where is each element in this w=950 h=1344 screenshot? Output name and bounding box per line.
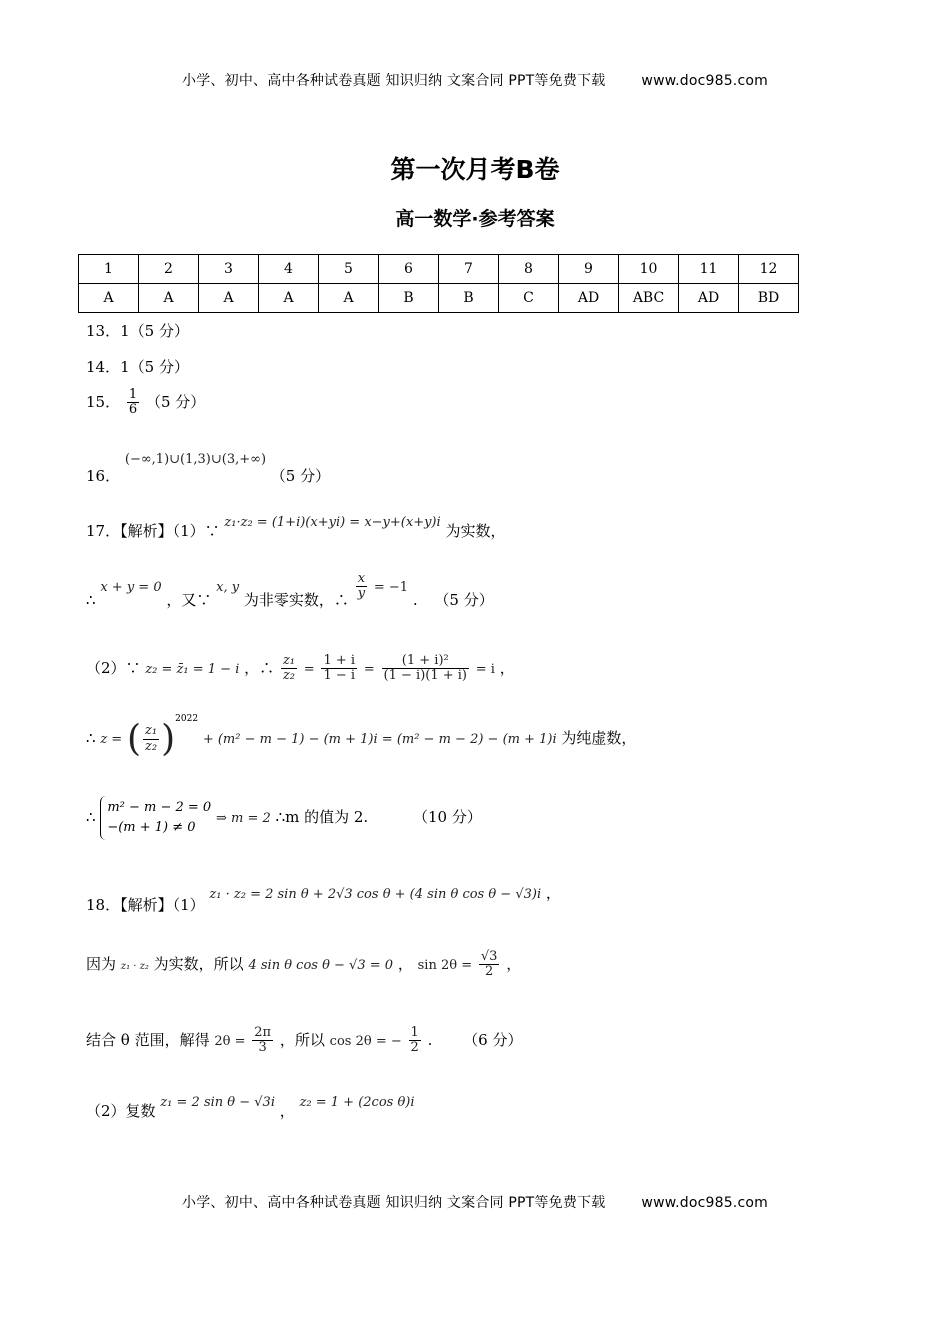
- system-equation-2: −(m + 1) ≠ 0: [107, 820, 196, 836]
- page-footer: [0, 1192, 950, 1212]
- q18-text: ，所以: [279, 1030, 325, 1049]
- answer-14: 14．1（5 分）: [86, 358, 189, 376]
- question-number: 10: [619, 255, 679, 284]
- question-number: 8: [499, 255, 559, 284]
- answer-15: [86, 388, 205, 418]
- fraction-numerator: (1 + i)²: [382, 654, 469, 669]
- answer-16-score: （5 分）: [270, 467, 331, 485]
- q17-xy: x, y: [216, 579, 240, 595]
- answer-cell: A: [199, 284, 259, 313]
- fraction-numerator: 2π: [254, 1025, 272, 1040]
- system-equation-1: m² − m − 2 = 0: [107, 800, 212, 815]
- comma: ，: [397, 954, 413, 973]
- answer-13: 13．1（5 分）: [86, 322, 189, 340]
- page-header: [0, 70, 950, 90]
- question-number: 11: [679, 255, 739, 284]
- q18-cos-2theta: cos 2θ = −: [329, 1033, 402, 1049]
- q18-z2: z₂ = 1 + (2cos θ)i: [299, 1095, 415, 1110]
- q18-sin-fraction: [479, 950, 500, 980]
- comma: ，: [279, 1102, 295, 1120]
- answer-cell: A: [139, 284, 199, 313]
- question-number: 5: [319, 255, 379, 284]
- question-number: 9: [559, 255, 619, 284]
- q17-system: [100, 796, 211, 840]
- q17-period: .: [412, 590, 418, 609]
- fraction-numerator: 1: [410, 1025, 419, 1040]
- fraction-denominator: 1 − i: [323, 668, 356, 684]
- therefore-symbol: ∴: [86, 808, 96, 827]
- equals-sign: =: [363, 661, 375, 677]
- answer-16-expression: (−∞,1)∪(1,3)∪(3,+∞): [124, 452, 267, 467]
- fraction-denominator: 3: [258, 1040, 267, 1056]
- header-text: 小学、初中、高中各种试卷真题 知识归纳 文案合同 PPT等免费下载: [182, 73, 606, 89]
- q17-text: ，∴: [244, 658, 275, 677]
- q17-text: ，又∵: [166, 590, 212, 609]
- q17-line-3: [86, 654, 515, 684]
- answer-table: [78, 254, 799, 313]
- comma: ，: [545, 884, 561, 902]
- q17-conclusion: ∴m 的值为 2.: [275, 808, 369, 827]
- answer-cell: B: [439, 284, 499, 313]
- q17-line-2: [86, 572, 494, 610]
- q17-sum-zero: x + y = 0: [100, 579, 162, 595]
- q17-ratio-rationalize: [382, 654, 469, 684]
- therefore-symbol: ∴: [86, 729, 96, 747]
- q17-ratio-expand: [321, 654, 357, 684]
- question-number: 1: [79, 255, 139, 284]
- fraction-denominator: 6: [128, 402, 138, 418]
- q17-xy-fraction: [356, 572, 367, 602]
- fraction-denominator: 2: [410, 1040, 419, 1056]
- q18-angle-fraction: [252, 1026, 273, 1056]
- q17-z-equals: z =: [100, 732, 123, 747]
- q18-text: 结合 θ 范围，解得: [86, 1030, 210, 1049]
- fraction-denominator: (1 − i)(1 + i): [383, 668, 467, 684]
- q18-line-1: [86, 882, 561, 915]
- answer-cell: A: [259, 284, 319, 313]
- question-number: 12: [739, 255, 799, 284]
- q17-product-expression: z₁·z₂ = (1+i)(x+yi) = x−y+(x+y)i: [224, 515, 441, 530]
- fraction-numerator: 1: [128, 387, 138, 402]
- fraction-numerator: 1 + i: [323, 653, 356, 668]
- q18-product: z₁ · z₂: [120, 960, 149, 972]
- q18-line-2: [86, 950, 521, 980]
- answer-15-number: 15．: [86, 392, 121, 411]
- q17-implies: ⇒ m = 2: [216, 811, 271, 827]
- answer-15-fraction: [127, 388, 139, 418]
- question-number: 7: [439, 255, 499, 284]
- answer-15-score: （5 分）: [145, 392, 206, 411]
- question-number: 3: [199, 255, 259, 284]
- therefore-symbol: ∴: [86, 590, 96, 609]
- q17-line-5: [86, 796, 482, 840]
- q18-2theta: 2θ =: [214, 1033, 246, 1049]
- fraction-denominator: 2: [485, 964, 494, 980]
- fraction-numerator: z₁: [145, 723, 158, 739]
- question-number: 6: [379, 255, 439, 284]
- question-number: 4: [259, 255, 319, 284]
- answer-cell: A: [319, 284, 379, 313]
- q17-pure-imaginary: 为纯虚数，: [561, 729, 637, 747]
- answer-cell: C: [499, 284, 559, 313]
- fraction-denominator: y: [357, 586, 366, 602]
- fraction-numerator: x: [356, 572, 367, 587]
- page-title: 第一次月考B卷: [390, 155, 560, 184]
- q18-z1: z₁ = 2 sin θ − √3i: [160, 1095, 275, 1110]
- q17-line-4: [86, 714, 636, 760]
- right-paren-icon: ): [161, 718, 176, 760]
- footer-site-link[interactable]: www.doc985.com: [641, 1195, 768, 1211]
- answer-table-answer-row: [79, 284, 799, 313]
- question-number: 2: [139, 255, 199, 284]
- q18-score-1: （6 分）: [463, 1030, 523, 1049]
- q18-part-2: （2）复数: [86, 1102, 156, 1120]
- fraction-numerator: √3: [480, 949, 498, 964]
- header-site-link[interactable]: www.doc985.com: [641, 73, 768, 89]
- q17-score-1: （5 分）: [434, 590, 494, 609]
- answer-cell: A: [79, 284, 139, 313]
- comma: ，: [506, 954, 522, 973]
- page-subtitle: 高一数学·参考答案: [395, 208, 555, 230]
- period: .: [427, 1030, 433, 1049]
- q18-line-3: [86, 1026, 522, 1056]
- answer-table-number-row: [79, 255, 799, 284]
- q18-product-expression: z₁ · z₂ = 2 sin θ + 2√3 cos θ + (4 sin θ cos θ − √3)i: [209, 887, 542, 902]
- q17-part-2: （2）∵: [86, 658, 141, 677]
- answer-cell: AD: [559, 284, 619, 313]
- q17-text: 为非零实数，∴: [243, 590, 349, 609]
- q17-z-expression: + (m² − m − 1) − (m + 1)i = (m² − m − 2) − (m + 1)i: [202, 732, 557, 747]
- answer-cell: ABC: [619, 284, 679, 313]
- q17-head: 17．【解析】（1）∵: [86, 522, 220, 540]
- q18-sin-2theta: sin 2θ =: [417, 957, 473, 973]
- q18-head: 18．【解析】（1）: [86, 896, 205, 914]
- left-paren-icon: (: [126, 718, 142, 760]
- comma: ，: [499, 658, 515, 677]
- answer-cell: BD: [739, 284, 799, 313]
- q17-ratio: [281, 654, 297, 684]
- footer-text: 小学、初中、高中各种试卷真题 知识归纳 文案合同 PPT等免费下载: [182, 1195, 606, 1211]
- q18-line-4: [86, 1092, 415, 1121]
- q17-equals-i: = i: [475, 661, 495, 677]
- q17-conjugate: z₂ = z̄₁ = 1 − i: [145, 661, 240, 677]
- q17-power-fraction: [143, 724, 159, 754]
- q18-text: 因为: [86, 954, 117, 973]
- fraction-denominator: z₂: [282, 668, 295, 684]
- q18-imag-zero: 4 sin θ cos θ − √3 = 0: [248, 957, 394, 973]
- q17-line-1: [86, 512, 505, 541]
- answer-16-number: 16．: [86, 467, 121, 485]
- answer-16: [86, 452, 330, 486]
- q17-score-2: （10 分）: [412, 808, 482, 827]
- answer-cell: B: [379, 284, 439, 313]
- equals-sign: =: [303, 661, 315, 677]
- fraction-denominator: z₂: [145, 738, 158, 754]
- q17-exponent: 2022: [175, 714, 199, 724]
- q18-cos-fraction: [409, 1026, 421, 1056]
- q17-real-text: 为实数，: [445, 522, 506, 540]
- answer-cell: AD: [679, 284, 739, 313]
- q17-equals: = −1: [373, 579, 409, 595]
- q18-text: 为实数，所以: [153, 954, 244, 973]
- fraction-numerator: z₁: [282, 653, 295, 668]
